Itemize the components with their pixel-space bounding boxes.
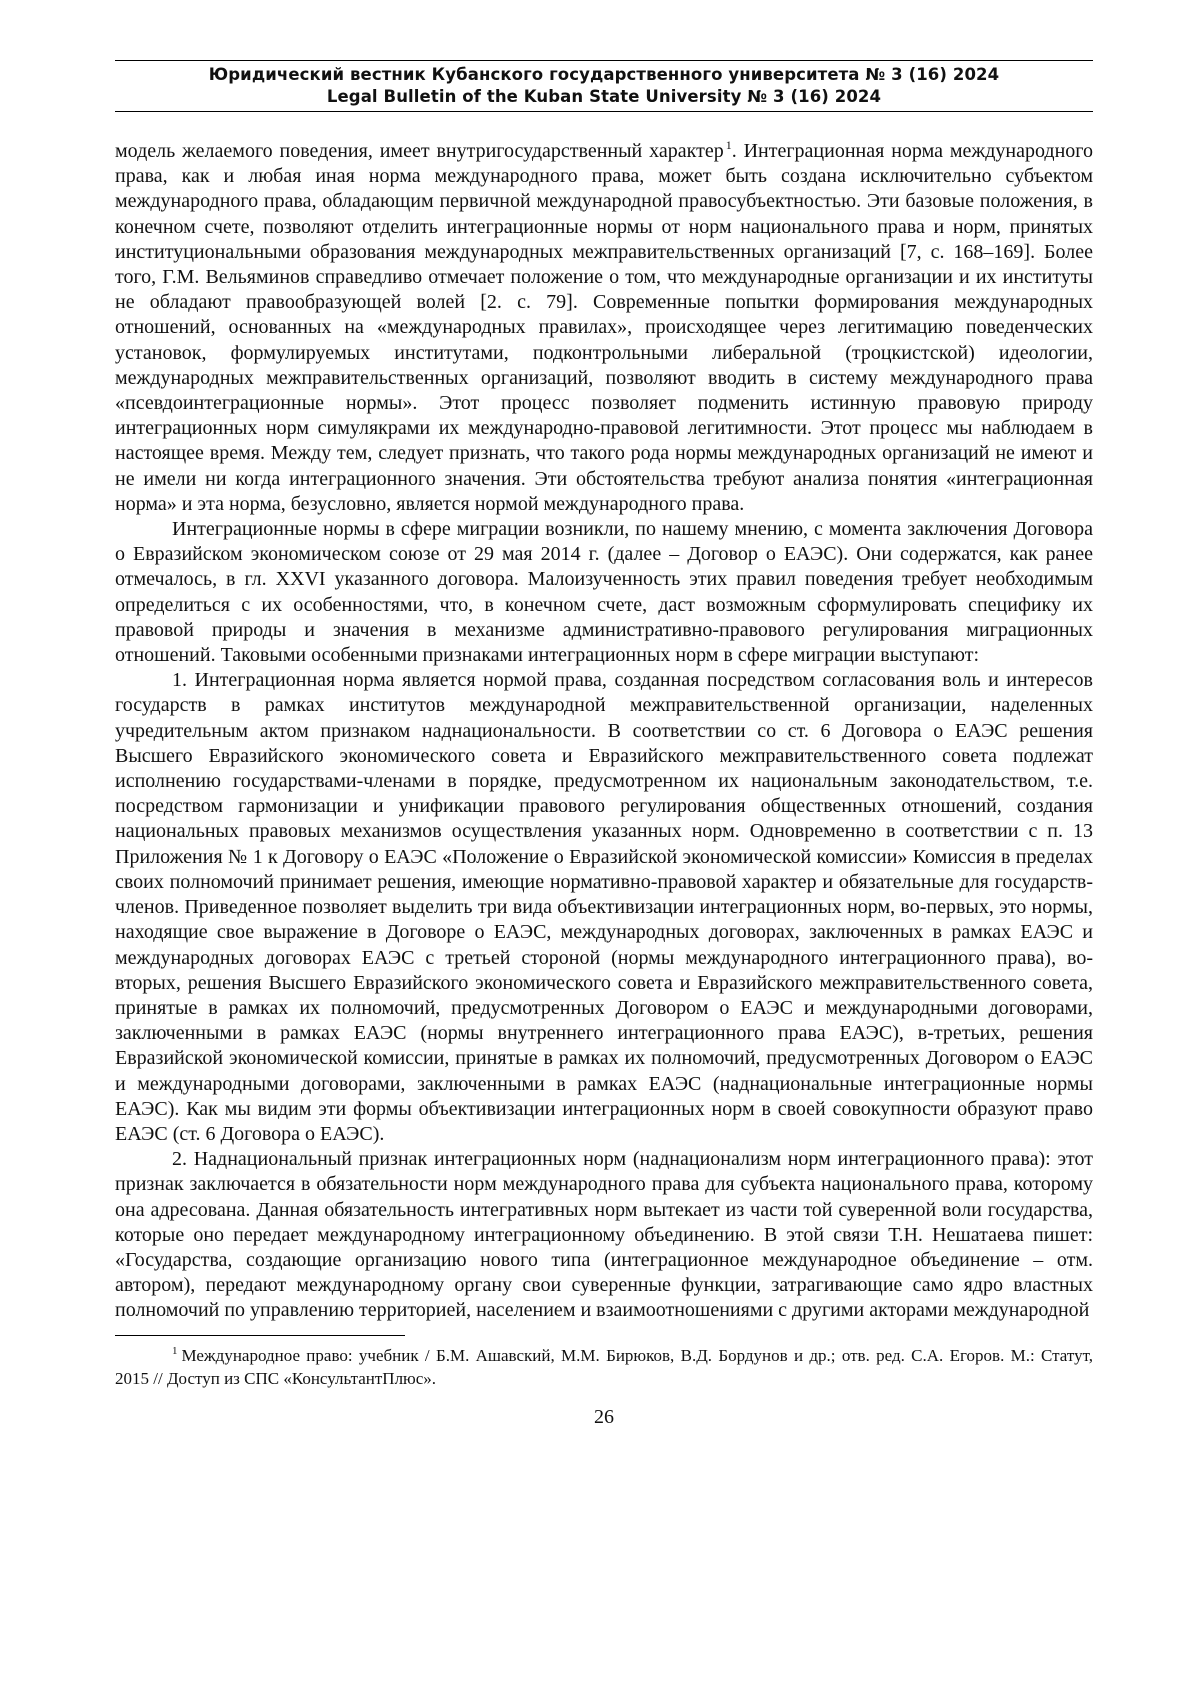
article-body — [115, 139, 1093, 1324]
page-number: 26 — [594, 1405, 614, 1428]
paragraph-4: 2. Наднациональный признак интеграционных норм (наднационализм норм интеграционного права): этот признак заключается в обязательности норм международного права для субъекта национального права, которому она адресована. Данная обязательность интегративных норм вытекает из части той суверенной воли государства, которые оно передает международному интеграционному объединению. В этой связи Т.Н. Нешатаева пишет: «Государства, создающие организацию нового типа (интеграционное международное объединение – отм. автором), передают международному органу свои суверенные функции, затрагивающие само ядро властных полномочий по управлению территорией, населением и взаимоотношениями с другими акторами международной — [115, 1148, 1093, 1322]
journal-title-ru: Юридический вестник Кубанского государственного университета № 3 (16) 2024 — [208, 65, 1000, 84]
journal-title-en: Legal Bulletin of the Kuban State University № 3 (16) 2024 — [326, 87, 882, 106]
paragraph-3: 1. Интеграционная норма является нормой права, созданная посредством согласования воль и интересов государств в рамках институтов международной межправительственной организации, наделенных учредительным актом признаком наднациональности. В соответствии со ст. 6 Договора о ЕАЭС решения Высшего Евразийского экономического совета и Евразийского межправительственного совета подлежат исполнению государствами-членами в порядке, предусмотренном их национальным законодательством, т.е. посредством гармонизации и унификации правового регулирования общественных отношений, создания национальных правовых механизмов осуществления указанных норм. Одновременно в соответствии с п. 13 Приложения № 1 к Договору о ЕАЭС «Положение о Евразийской экономической комиссии» Комиссия в пределах своих полномочий принимает решения, имеющие нормативно-правовой характер и обязательные для государств-членов. Приведенное позволяет выделить три вида объективизации интеграционных норм, во-первых, это нормы, находящие свое выражение в Договоре о ЕАЭС, международных договорах, заключенных в рамках ЕАЭС и международных договорах ЕАЭС с третьей стороной (нормы международного интеграционного права), во-вторых, решения Высшего Евразийского экономического совета и Евразийского межправительственного совета, принятые в рамках их полномочий, предусмотренных Договором о ЕАЭС и международными договорами, заключенными в рамках ЕАЭС (нормы внутреннего интеграционного права ЕАЭС), в-третьих, решения Евразийской экономической комиссии, принятые в рамках их полномочий, предусмотренных Договором о ЕАЭС и международными договорами, заключенными в рамках ЕАЭС (наднациональные интеграционные нормы ЕАЭС). Как мы видим эти формы объективизации интеграционных норм в своей совокупности образуют право ЕАЭС (ст. 6 Договора о ЕАЭС). — [115, 669, 1093, 1145]
footnote — [115, 1344, 1093, 1391]
paragraph-2: Интеграционные нормы в сфере миграции возникли, по нашему мнению, с момента заключения Договора о Евразийском экономическом союзе от 29 мая 2014 г. (далее – Договор о ЕАЭС). Они содержатся, как ранее отмечалось, в гл. XXVI указанного договора. Малоизученность этих правил поведения требует необходимым определиться с их особенностями, что, в конечном счете, даст возможным сформулировать специфику их правовой природы и значения в механизме административно-правового регулирования миграционных отношений. Таковыми особенными признаками интеграционных норм в сфере миграции выступают: — [115, 518, 1093, 667]
footnote-text: Международное право: учебник / Б.М. Ашавский, М.М. Бирюков, В.Д. Бордунов и др.; отв. ред. С.А. Егоров. М.: Статут, 2015 // Доступ из СПС «КонсультантПлюс». — [115, 1345, 1093, 1389]
footnote-mark: 1 — [172, 1344, 178, 1357]
page — [115, 60, 1093, 1429]
footnote-reference[interactable]: 1 — [725, 138, 732, 153]
paragraph-1-rest: . Интеграционная норма международного права, как и любая иная норма международного права, может быть создана исключительно субъектом международного права, обладающим первичной международной правосубъектностью. Эти базовые положения, в конечном счете, позволяют отделить интеграционные нормы от норм национального права и норм, принятых институциональными образования международных межправительственных организаций [7, с. 168–169]. Более того, Г.М. Вельяминов справедливо отмечает положение о том, что международные организации и их институты не обладают правообразующей волей [2. с. 79]. Современные попытки формирования международных отношений, основанных на «международных правилах», происходящее через легитимацию поведенческих установок, формулируемых институтами, подконтрольными либеральной (троцкистской) идеологии, международных межправительственных организаций, позволяют вводить в систему международного права «псевдоинтеграционные нормы». Этот процесс позволяет подменить истинную правовую природу интеграционных норм симулякрами их международно-правовой легитимности. Этот процесс мы наблюдаем в настоящее время. Между тем, следует признать, что такого рода нормы международных организаций не имеют и не имели ни когда интеграционного значения. Эти обстоятельства требуют анализа понятия «интеграционная норма» и эта норма, безусловно, является нормой международного права. — [115, 140, 1093, 515]
paragraph-1 — [115, 139, 1093, 517]
footnote-separator — [115, 1335, 405, 1336]
paragraph-1-start: модель желаемого поведения, имеет внутригосударственный характер — [115, 140, 724, 162]
journal-header — [115, 60, 1093, 112]
